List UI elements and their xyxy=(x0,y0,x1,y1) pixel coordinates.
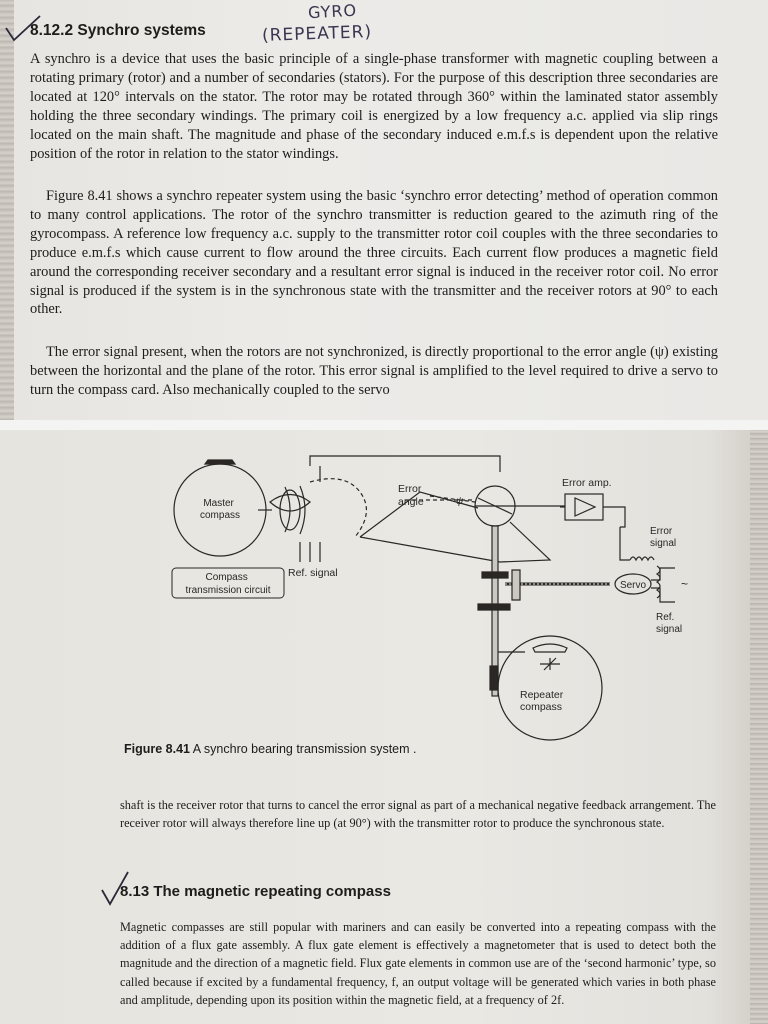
paragraph-continued: shaft is the receiver rotor that turns to cancel the error signal as part of a mechanical negative feedback arrangement. The receiver rotor will always therefore line up (at 90°) with the transmitter rotor to produce the synchronous state. xyxy=(120,798,716,831)
section-heading-synchro-systems: 8.12.2 Synchro systems xyxy=(30,22,206,39)
label-tilde: ~ xyxy=(681,577,689,591)
label-psi: ψ xyxy=(456,496,464,507)
page-binding-edge xyxy=(0,0,14,420)
handwritten-note-gyro: GYRO xyxy=(307,0,358,23)
figure-caption xyxy=(124,742,417,756)
label-error-signal: Error signal xyxy=(650,526,677,549)
bottom-page xyxy=(0,430,768,1024)
page-gap xyxy=(0,420,768,430)
label-ref-signal-left: Ref. signal xyxy=(288,567,338,579)
label-servo: Servo xyxy=(619,580,647,591)
paragraph-magnetic-compass: Magnetic compasses are still popular with mariners and can easily be converted into a repeating compass with the addition of a flux gate assembly. A flux gate element is effectively a magnetometer that is used to detect both the magnitude and the direction of a magnetic field. Flux gate elements in common use are of the ‘second harmonic’ type, so called because if excited by a fundamental frequency, f, an output voltage will be generated which varies in both phase and amplitude, depending upon its position within the magnetic field, at a frequency of 2f. xyxy=(120,920,716,1007)
label-compass-transmission-circuit: Compass transmission circuit xyxy=(185,572,271,596)
paragraph-synchro-description: A synchro is a device that uses the basic principle of a single-phase transformer with magnetic coupling between a rotating primary (rotor) and a number of secondaries (stators). For the purpose of this description three secondaries are located at 120° intervals on the stator. The rotor may be rotated through 360° within the laminated stator assembly holding the three secondary windings. The primary coil is energized by a low frequency a.c. applied via slip rings located on the main shaft. The magnitude and phase of the secondary induced e.m.f.s is dependent upon the relative position of the rotor in relation to the stator windings. xyxy=(30,51,718,162)
figure-caption-number: Figure 8.41 xyxy=(124,742,190,756)
top-page xyxy=(0,0,768,420)
paragraph-figure-description: Figure 8.41 shows a synchro repeater system using the basic ‘synchro error detecting’ method of operation common to many control applications. The rotor of the synchro transmitter is reduction geared to the azimuth ring of the gyrocompass. A reference low frequency a.c. supply to the transmitter rotor coil couples with the three secondaries to produce e.m.f.s which cause current to flow around the three circuits. Each current flow produces a magnetic field around the corresponding receiver secondary and a resultant error signal is induced in the receiver rotor coil. No error signal is produced if the system is in the synchronous state with the transmitter and the receiver rotors at 90° to each other. xyxy=(30,188,718,318)
label-error-amp: Error amp. xyxy=(562,477,612,489)
label-ref-signal-right: Ref. signal xyxy=(656,612,683,635)
section-heading-magnetic-repeating-compass: 8.13 The magnetic repeating compass xyxy=(120,883,391,900)
handwritten-note-repeater: (REPEATER) xyxy=(261,22,373,46)
error-amplifier-box xyxy=(565,494,603,520)
label-master-compass: Master compass xyxy=(199,498,241,521)
figure-caption-text: A synchro bearing transmission system . xyxy=(192,742,417,756)
synchro-bearing-transmission-diagram xyxy=(160,442,720,742)
label-repeater-compass: Repeater compass xyxy=(520,689,564,713)
page-right-edge xyxy=(750,430,768,1024)
paragraph-error-signal: The error signal present, when the rotors are not synchronized, is directly proportional to the error angle (ψ) existing between the horizontal and the plane of the rotor. This error signal is amplified to the level required to drive a servo to turn the compass card. Also mechanically coupled to the servo xyxy=(30,344,718,398)
label-error-angle: Error angle xyxy=(398,483,424,508)
